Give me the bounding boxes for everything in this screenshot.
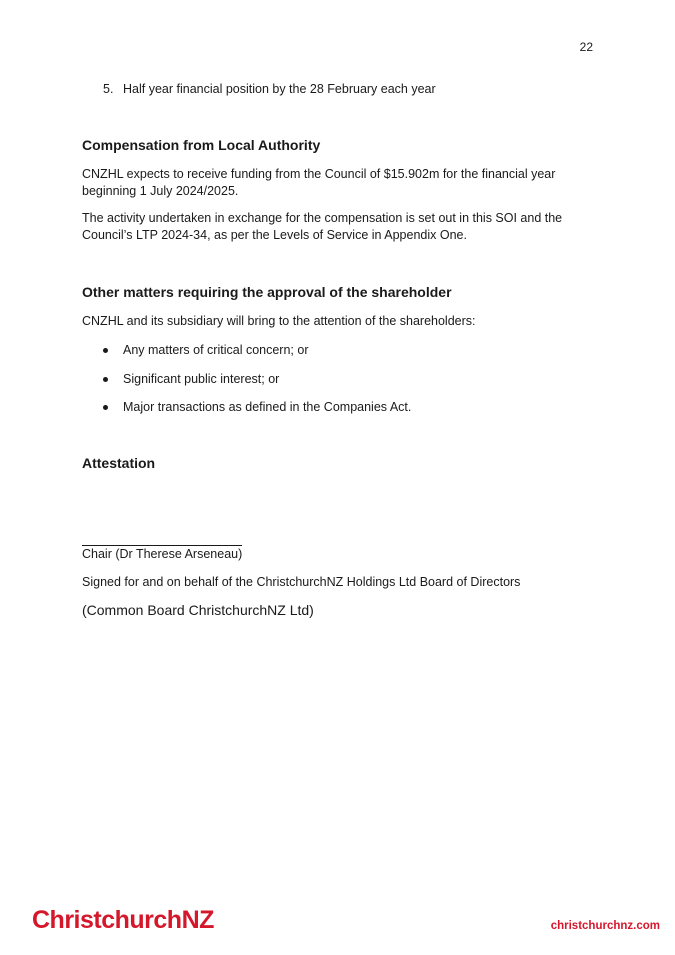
attestation-heading: Attestation [82,455,156,471]
list-item-number: 5. [103,82,114,96]
page-number: 22 [579,40,593,54]
compensation-paragraph-1-line-2: beginning 1 July 2024/2025. [82,184,239,198]
footer-website-link[interactable]: christchurchnz.com [550,920,660,932]
signatory-name: Chair (Dr Therese Arseneau) [82,547,243,561]
numbered-list-item [103,82,436,96]
other-matters-heading: Other matters requiring the approval of the shareholder [82,284,452,300]
compensation-paragraph-1 [82,166,582,200]
compensation-paragraph-2-line-1: The activity undertaken in exchange for the compensation is set out in this SOI and the [82,211,563,225]
bullet-item: Significant public interest; or [103,371,411,400]
compensation-paragraph-2-line-2: Council’s LTP 2024-34, as per the Levels of Service in Appendix One. [82,228,467,242]
bullet-item: Major transactions as defined in the Companies Act. [103,399,411,428]
bullet-item: Any matters of critical concern; or [103,342,411,371]
bullet-list [103,342,411,428]
other-matters-intro: CNZHL and its subsidiary will bring to the attention of the shareholders: [82,314,476,328]
compensation-paragraph-2 [82,210,582,244]
compensation-heading: Compensation from Local Authority [82,137,321,153]
list-item-text: Half year financial position by the 28 February each year [123,82,436,96]
christchurchnz-logo: ChristchurchNZ [32,906,214,934]
board-name: (Common Board ChristchurchNZ Ltd) [82,602,314,618]
signed-on-behalf: Signed for and on behalf of the ChristchurchNZ Holdings Ltd Board of Directors [82,575,521,589]
compensation-paragraph-1-line-1: CNZHL expects to receive funding from the Council of $15.902m for the financial year [82,167,556,181]
